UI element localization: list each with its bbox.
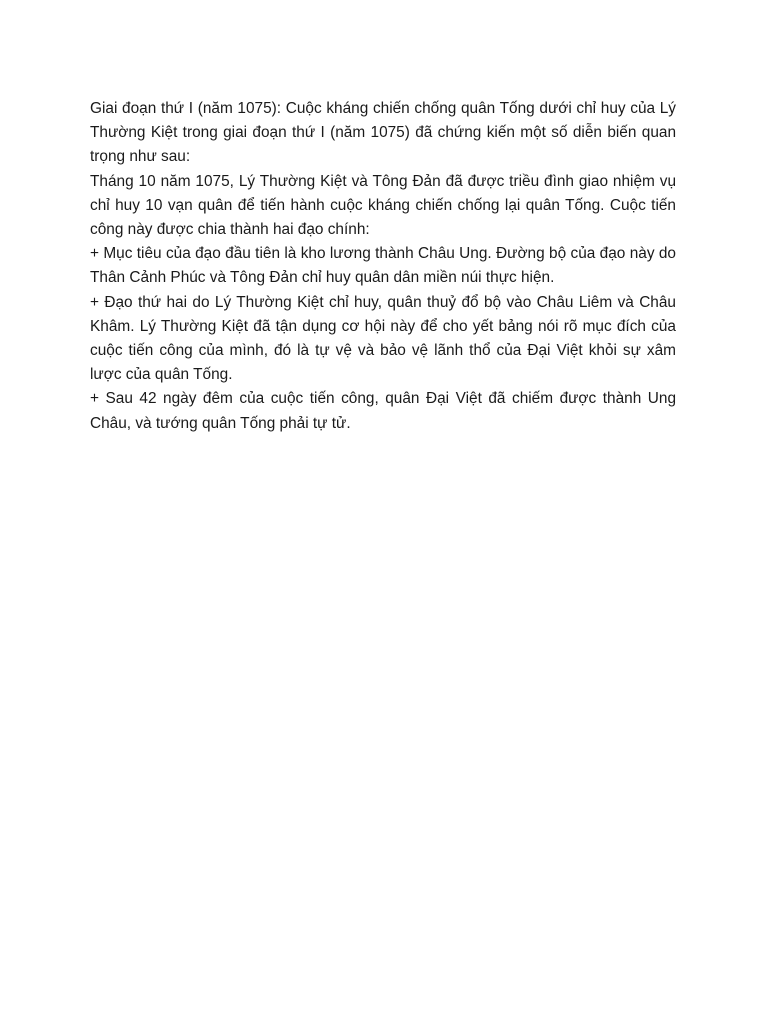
paragraph-ung-chau-captured: + Sau 42 ngày đêm của cuộc tiến công, quân Đại Việt đã chiếm được thành Ung Châu, và tướng quân Tống phải tự tử.: [90, 390, 676, 432]
paragraph-first-route: + Mục tiêu của đạo đầu tiên là kho lương thành Châu Ung. Đường bộ của đạo này do Thân Cảnh Phúc và Tông Đản chỉ huy quân dân miền núi thực hiện.: [90, 245, 676, 287]
paragraph-second-route: + Đạo thứ hai do Lý Thường Kiệt chỉ huy, quân thuỷ đổ bộ vào Châu Liêm và Châu Khâm. Lý Thường Kiệt đã tận dụng cơ hội này để cho yết bảng nói rõ mục đích của cuộc tiến công của mình, đó là tự vệ và bảo vệ lãnh thổ của Đại Việt khỏi sự xâm lược của quân Tống.: [90, 293, 676, 384]
document-body: [90, 97, 676, 436]
paragraph-phase-one-intro: Giai đoạn thứ I (năm 1075): Cuộc kháng chiến chống quân Tống dưới chỉ huy của Lý Thường Kiệt trong giai đoạn thứ I (năm 1075) đã chứng kiến một số diễn biến quan trọng như sau:: [90, 100, 676, 166]
paragraph-october-1075: Tháng 10 năm 1075, Lý Thường Kiệt và Tông Đản đã được triều đình giao nhiệm vụ chỉ huy 10 vạn quân để tiến hành cuộc kháng chiến chống lại quân Tống. Cuộc tiến công này được chia thành hai đạo chính:: [90, 172, 676, 239]
